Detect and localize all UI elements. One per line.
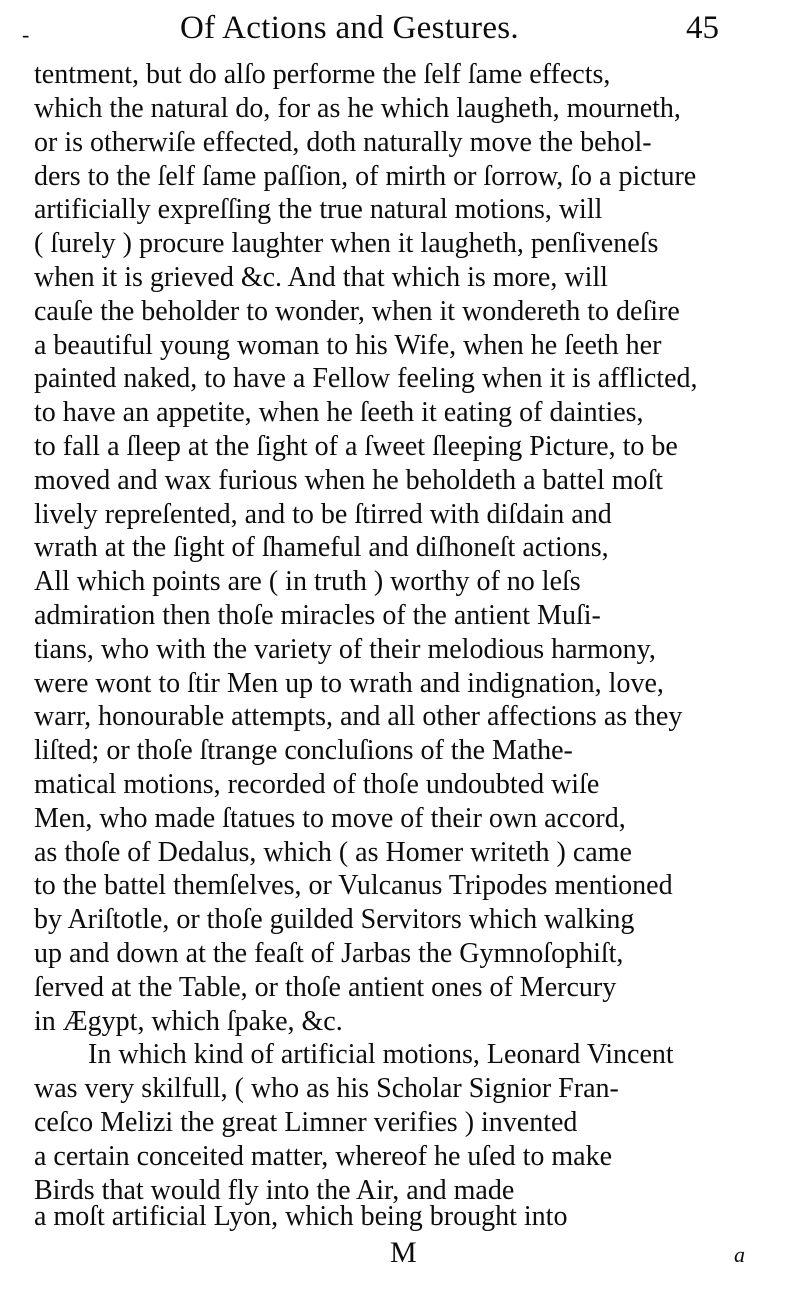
text-line: matical motions, recorded of thoſe undoubted wiſe: [34, 769, 600, 800]
text-line: wrath at the ſight of ſhameful and diſhoneſt actions,: [34, 532, 609, 563]
text-line: artificially expreſſing the true natural motions, will: [34, 194, 603, 225]
text-line: tentment, but do alſo performe the ſelf ſame effects,: [34, 59, 611, 90]
text-line: ders to the ſelf ſame paſſion, of mirth or ſorrow, ſo a picture: [34, 161, 697, 192]
text-line: painted naked, to have a Fellow feeling when it is afflicted,: [34, 363, 698, 394]
text-line: a moſt artificial Lyon, which being brought into: [34, 1201, 568, 1232]
catchword: a: [734, 1242, 745, 1267]
text-line: ceſco Melizi the great Limner verifies ) invented: [34, 1107, 578, 1138]
running-head: Of Actions and Gestures.: [180, 10, 519, 46]
text-line: as thoſe of Dedalus, which ( as Homer writeth ) came: [34, 837, 632, 868]
text-line: warr, honourable attempts, and all other affections as they: [34, 701, 683, 732]
signature-mark: M: [390, 1236, 417, 1269]
text-line: Men, who made ſtatues to move of their own accord,: [34, 803, 626, 834]
text-line: moved and wax furious when he beholdeth a battel moſt: [34, 465, 664, 496]
text-line: or is otherwiſe effected, doth naturally move the behol-: [34, 127, 652, 158]
text-line: a beautiful young woman to his Wife, when he ſeeth her: [34, 330, 662, 361]
text-line: to fall a ſleep at the ſight of a ſweet ſleeping Picture, to be: [34, 431, 678, 462]
text-line: ( ſurely ) procure laughter when it laugheth, penſiveneſs: [34, 228, 659, 259]
page-number: 45: [686, 10, 719, 46]
text-line: lively repreſented, and to be ſtirred with diſdain and: [34, 499, 612, 530]
text-line: by Ariſtotle, or thoſe guilded Servitors which walking: [34, 904, 635, 935]
text-line: cauſe the beholder to wonder, when it wondereth to deſire: [34, 296, 680, 327]
text-line: ſerved at the Table, or thoſe antient ones of Mercury: [34, 972, 617, 1003]
text-line: to have an appetite, when he ſeeth it eating of dainties,: [34, 397, 644, 428]
text-line: admiration then thoſe miracles of the antient Muſi-: [34, 600, 601, 631]
text-line: tians, who with the variety of their melodious harmony,: [34, 634, 656, 665]
header-dash: -: [22, 22, 30, 47]
text-line: in Ægypt, which ſpake, &c.: [34, 1006, 343, 1037]
text-line: which the natural do, for as he which laugheth, mourneth,: [34, 93, 681, 124]
text-line: a certain conceited matter, whereof he uſed to make: [34, 1141, 613, 1172]
text-line: to the battel themſelves, or Vulcanus Tripodes mentioned: [34, 870, 673, 901]
text-line: when it is grieved &c. And that which is more, will: [34, 262, 608, 293]
paragraph-start-line: In which kind of artificial motions, Leonard Vincent: [88, 1039, 674, 1070]
text-line: All which points are ( in truth ) worthy of no leſs: [34, 566, 581, 597]
text-line: was very skilfull, ( who as his Scholar Signior Fran-: [34, 1073, 619, 1104]
text-line: liſted; or thoſe ſtrange concluſions of the Mathe-: [34, 735, 573, 766]
text-line: were wont to ſtir Men up to wrath and indignation, love,: [34, 668, 664, 699]
text-line: up and down at the feaſt of Jarbas the Gymnoſophiſt,: [34, 938, 624, 969]
text-line: Birds that would fly into the Air, and made: [34, 1175, 515, 1206]
